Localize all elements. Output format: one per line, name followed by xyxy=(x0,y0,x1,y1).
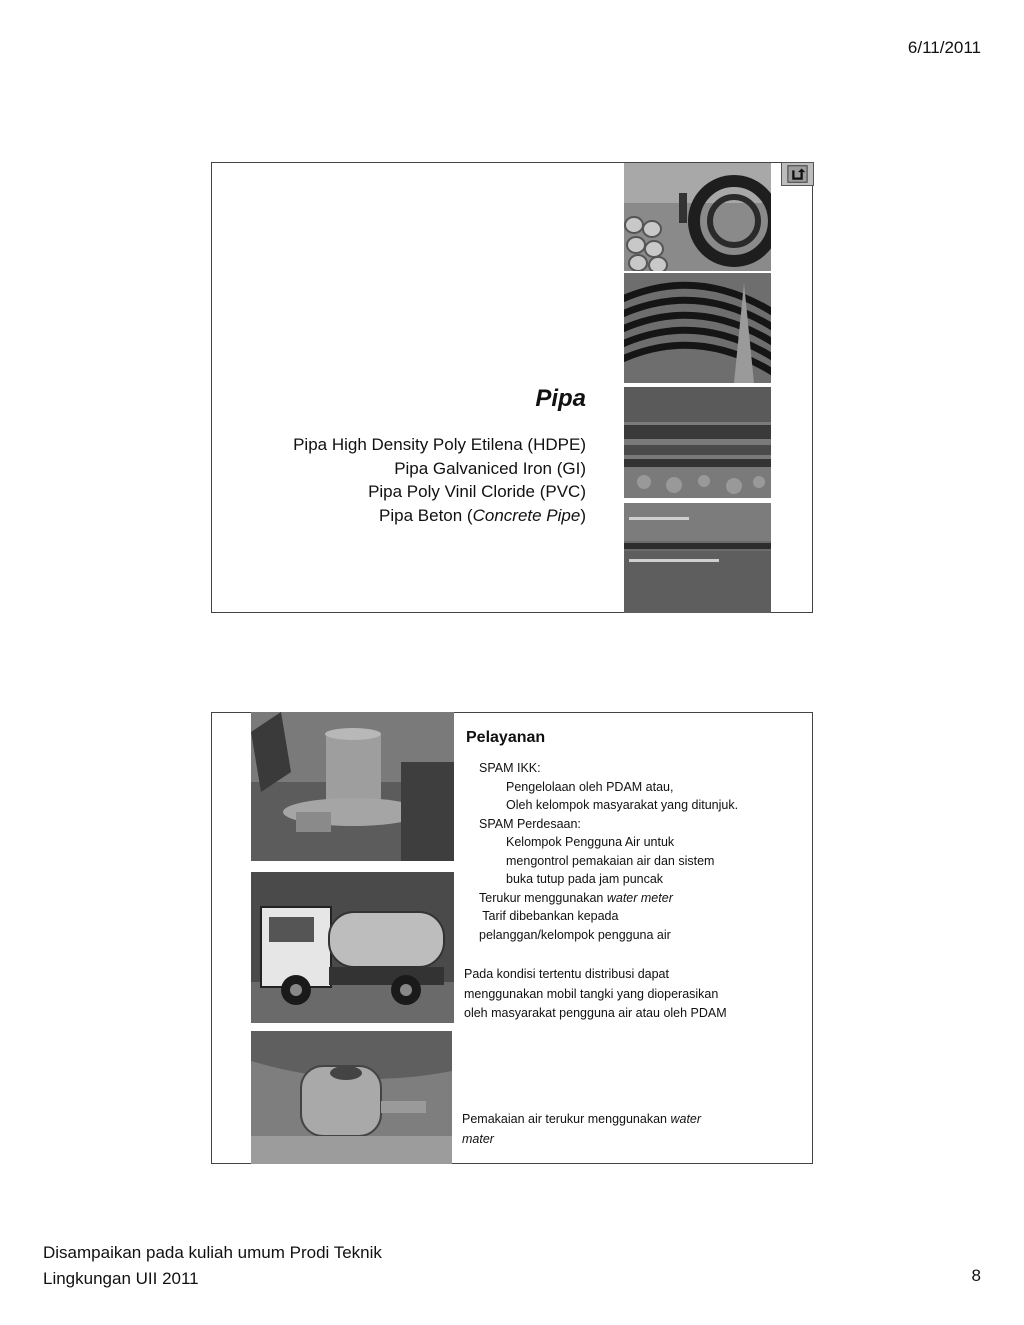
item4-suffix: ) xyxy=(580,505,586,525)
slide2-title: Pelayanan xyxy=(466,729,546,746)
service-line: SPAM IKK: xyxy=(479,761,541,775)
pipe-type-item: Pipa Galvaniced Iron (GI) xyxy=(394,458,586,478)
service-line xyxy=(479,889,738,908)
service-line: SPAM Perdesaan: xyxy=(479,816,581,831)
slide-pipa xyxy=(211,162,813,613)
slide-pelayanan xyxy=(211,712,813,1164)
service-line: Pengelolaan oleh PDAM atau, xyxy=(506,779,674,794)
service-line: Kelompok Pengguna Air untuk xyxy=(506,835,675,849)
note-line: Pada kondisi tertentu distribusi dapat xyxy=(464,967,669,981)
page-date: 6/11/2011 xyxy=(907,38,981,57)
service-line: buka tutup pada jam puncak xyxy=(506,872,664,886)
service-line: Tarif dibebankan kepada xyxy=(479,909,619,923)
photo-hdpe-coils xyxy=(624,273,771,383)
note-line: menggunakan mobil tangki yang dioperasikan xyxy=(464,986,719,1001)
footer-text xyxy=(43,1240,382,1292)
pipe-type-item xyxy=(293,504,586,528)
service-list xyxy=(479,759,738,944)
photo-water-meter xyxy=(251,1031,452,1164)
service-line: Oleh kelompok masyarakat yang ditunjuk. xyxy=(506,798,739,812)
return-arrow-icon xyxy=(782,163,813,185)
page-number: 8 xyxy=(971,1266,981,1285)
pipe-type-item: Pipa High Density Poly Etilena (HDPE) xyxy=(293,435,586,454)
slide1-title: Pipa xyxy=(535,385,586,412)
pipe-type-list xyxy=(293,433,586,527)
note-line xyxy=(462,1130,701,1150)
photo-reservoir-tank xyxy=(251,712,454,861)
meter-italic: water meter xyxy=(606,890,673,905)
footer-line: Lingkungan UII 2011 xyxy=(43,1269,199,1288)
service-line: mengontrol pemakaian air dan sistem xyxy=(506,853,715,868)
item4-prefix: Pipa Beton ( xyxy=(379,505,473,525)
note-line: oleh masyarakat pengguna air atau oleh PDAM xyxy=(464,1006,727,1020)
meter-prefix: Terukur menggunakan xyxy=(479,890,607,905)
note-line xyxy=(462,1110,701,1130)
service-line: pelanggan/kelompok pengguna air xyxy=(479,927,671,942)
item4-italic: Concrete Pipe xyxy=(472,505,581,525)
water-meter-note xyxy=(462,1110,701,1149)
photo-pipe-stacks xyxy=(624,163,771,271)
photo-gi-pipes xyxy=(624,387,771,498)
pipe-type-item: Pipa Poly Vinil Cloride (PVC) xyxy=(368,482,586,501)
note2-italic: mater xyxy=(462,1131,494,1146)
tank-truck-note xyxy=(464,965,727,1024)
return-arrow-button[interactable] xyxy=(781,162,814,186)
footer-line: Disampaikan pada kuliah umum Prodi Teknik xyxy=(43,1243,382,1262)
photo-pvc-pipes xyxy=(624,503,771,613)
note2-italic: water xyxy=(670,1112,702,1126)
photo-water-tank-truck xyxy=(251,872,454,1023)
note2-prefix: Pemakaian air terukur menggunakan xyxy=(462,1112,671,1126)
